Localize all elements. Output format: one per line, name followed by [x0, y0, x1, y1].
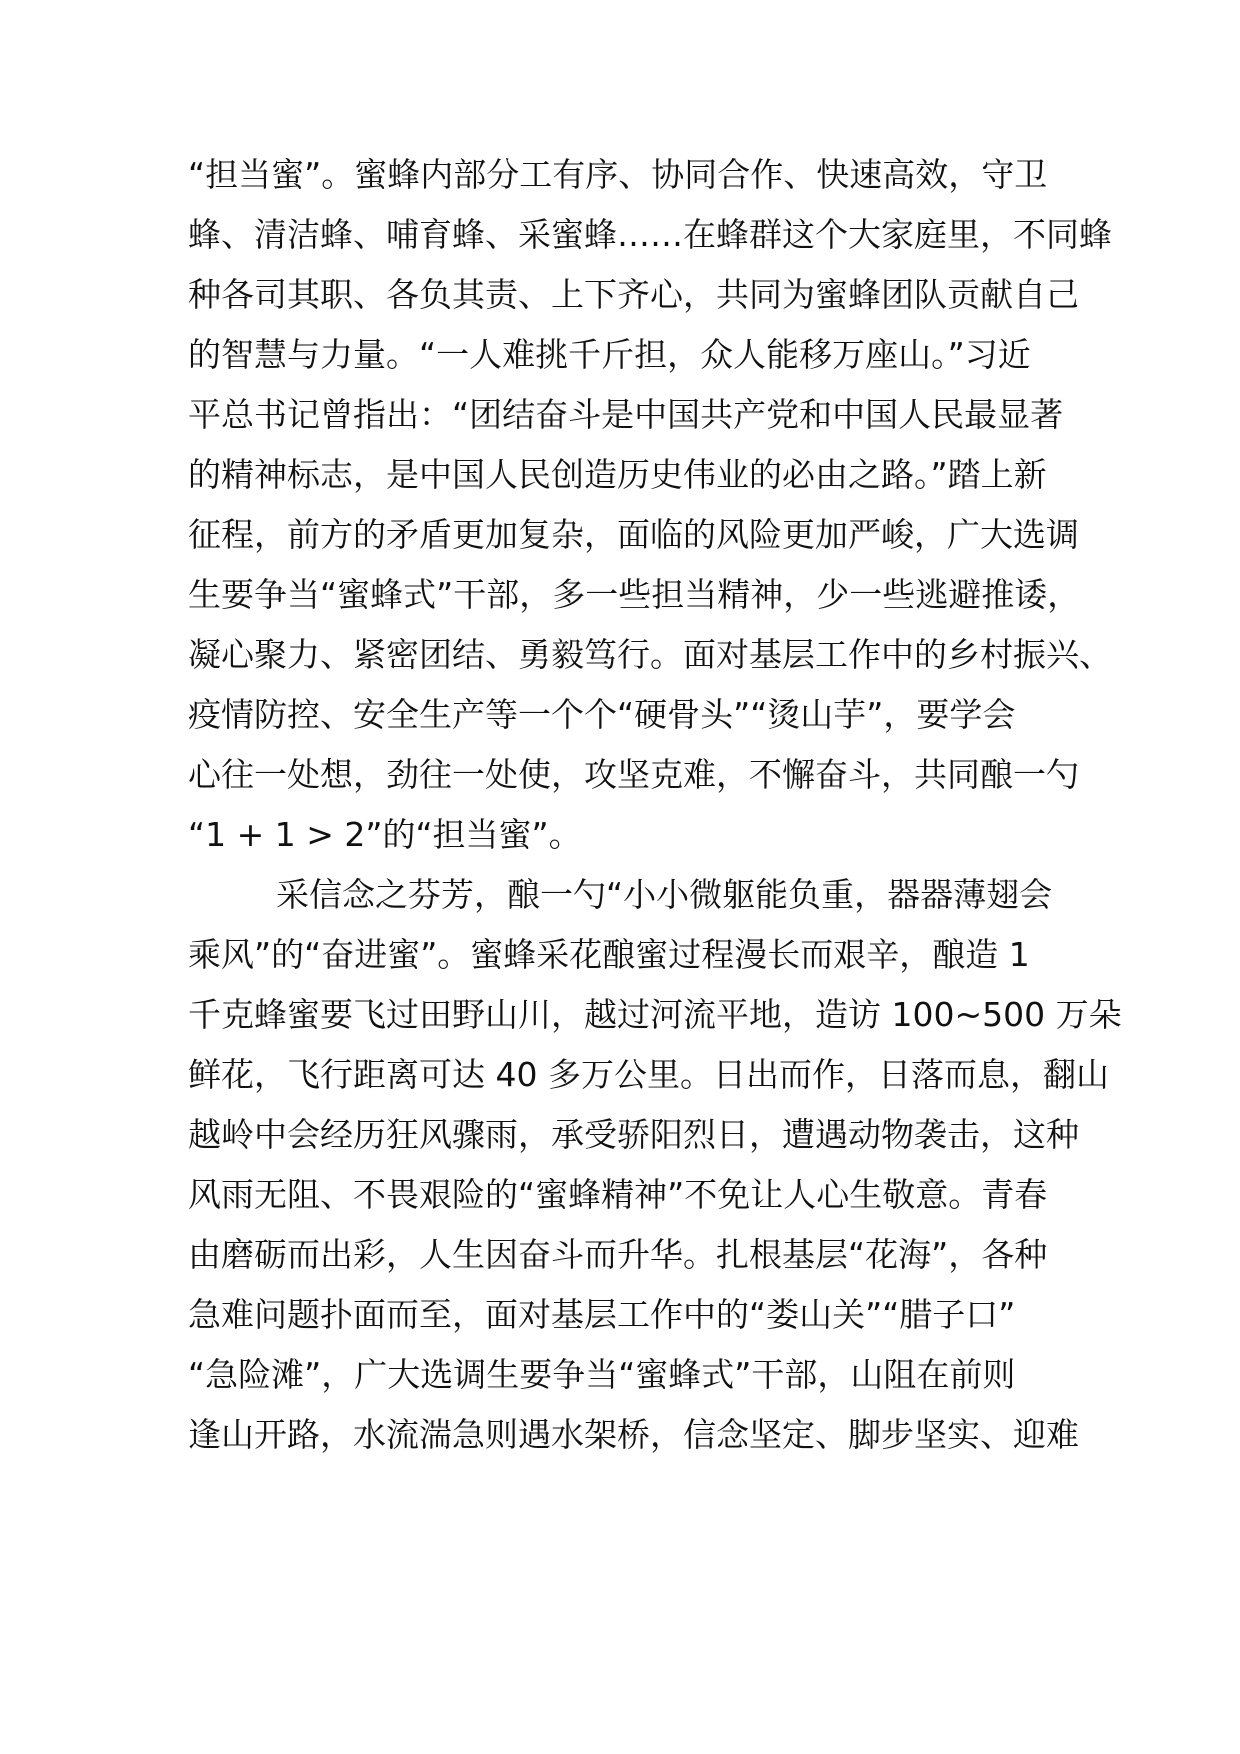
text-line: 疫情防控、安全生产等一个个“硬骨头”“烫山芋”，要学会 [188, 695, 1016, 734]
text-line: 征程，前方的矛盾更加复杂，面临的风险更加严峻，广大选调 [188, 515, 1079, 554]
text-line: 乘风”的“奋进蜜”。蜜蜂采花酿蜜过程漫长而艰辛，酿造 1 [188, 935, 1030, 974]
text-line: 心往一处想，劲往一处使，攻坚克难，不懈奋斗，共同酿一勺 [188, 755, 1079, 794]
text-line: 千克蜂蜜要飞过田野山川，越过河流平地，造访 100~500 万朵 [188, 995, 1122, 1034]
text-line: 的精神标志，是中国人民创造历史伟业的必由之路。”踏上新 [188, 455, 1047, 494]
text-line: 的智慧与力量。“一人难挑千斤担，众人能移万座山。”习近 [188, 335, 1031, 374]
text-line: 急难问题扑面而至，面对基层工作中的“娄山关”“腊子口” [188, 1295, 1016, 1334]
text-line: 鲜花，飞行距离可达 40 多万公里。日出而作，日落而息，翻山 [188, 1055, 1109, 1094]
text-line: 生要争当“蜜蜂式”干部，多一些担当精神，少一些逃避推诿， [188, 575, 1081, 614]
text-line: 凝心聚力、紧密团结、勇毅笃行。面对基层工作中的乡村振兴、 [188, 635, 1112, 674]
text-line: 风雨无阻、不畏艰险的“蜜蜂精神”不免让人心生敬意。青春 [188, 1175, 1048, 1214]
text-line: 由磨砺而出彩，人生因奋斗而升华。扎根基层“花海”，各种 [188, 1235, 1048, 1274]
text-line: 种各司其职、各负其责、上下齐心，共同为蜜蜂团队贡献自己 [188, 275, 1079, 314]
text-line: “急险滩”，广大选调生要争当“蜜蜂式”干部，山阻在前则 [188, 1355, 1016, 1394]
text-line: “担当蜜”。蜜蜂内部分工有序、协同合作、快速高效，守卫 [188, 155, 1048, 194]
text-line: “1 + 1 > 2”的“担当蜜”。 [188, 815, 582, 854]
text-line: 越岭中会经历狂风骤雨，承受骄阳烈日，遭遇动物袭击，这种 [188, 1115, 1079, 1154]
paragraph-first-line: 采信念之芬芳，酿一勺“小小微躯能负重，器器薄翅会 [276, 875, 1053, 914]
text-line: 平总书记曾指出：“团结奋斗是中国共产党和中国人民最显著 [188, 395, 1064, 434]
text-line: 逢山开路，水流湍急则遇水架桥，信念坚定、脚步坚实、迎难 [188, 1415, 1079, 1454]
text-line: 蜂、清洁蜂、哺育蜂、采蜜蜂……在蜂群这个大家庭里，不同蜂 [188, 215, 1112, 254]
